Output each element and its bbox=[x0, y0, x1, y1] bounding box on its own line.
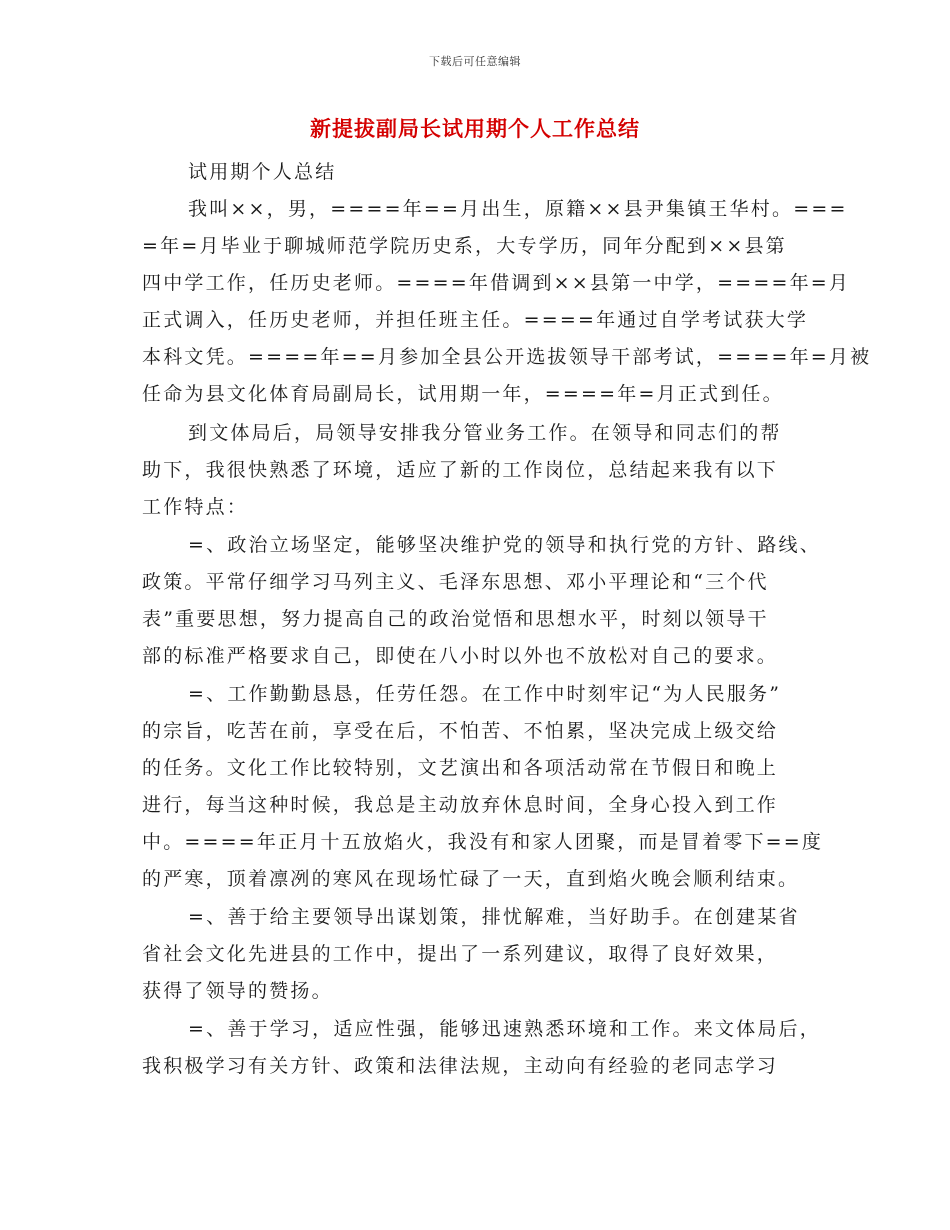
body-line: =、政治立场坚定，能够坚决维护党的领导和执行党的方针、路线、 bbox=[188, 534, 821, 556]
body-line: =年=月毕业于聊城师范学院历史系，大专学历，同年分配到××县第 bbox=[142, 235, 787, 257]
body-line: 助下，我很快熟悉了环境，适应了新的工作岗位，总结起来我有以下 bbox=[142, 459, 779, 481]
body-line: 政策。平常仔细学习马列主义、毛泽东思想、邓小平理论和“三个代 bbox=[142, 571, 769, 593]
body-line: 进行，每当这种时候，我总是主动放弃休息时间，全身心投入到工作 bbox=[142, 794, 779, 816]
body-line: 省社会文化先进县的工作中，提出了一系列建议，取得了良好效果， bbox=[142, 943, 779, 965]
body-line: 中。====年正月十五放焰火，我没有和家人团聚，而是冒着零下==度 bbox=[142, 831, 824, 853]
body-line: 的严寒，顶着凛冽的寒风在现场忙碌了一天，直到焰火晚会顺利结束。 bbox=[142, 868, 800, 890]
body-line: 正式调入，任历史老师，并担任班主任。====年通过自学考试获大学 bbox=[142, 309, 809, 331]
body-line: 任命为县文化体育局副局长，试用期一年，====年=月正式到任。 bbox=[142, 383, 784, 405]
body-line: =、工作勤勤恳恳，任劳任怨。在工作中时刻牢记“为人民服务” bbox=[188, 683, 782, 705]
body-line: 的宗旨，吃苦在前，享受在后，不怕苦、不怕累，坚决完成上级交给 bbox=[142, 720, 779, 742]
body-line: 工作特点： bbox=[142, 496, 249, 518]
body-line: =、善于学习，适应性强，能够迅速熟悉环境和工作。来文体局后， bbox=[188, 1018, 821, 1040]
document-title: 新提拔副局长试用期个人工作总结 bbox=[310, 117, 640, 141]
body-line: 表”重要思想，努力提高自己的政治觉悟和思想水平，时刻以领导干 bbox=[142, 608, 769, 630]
body-line: 到文体局后，局领导安排我分管业务工作。在领导和同志们的帮 bbox=[188, 422, 782, 444]
body-line: 四中学工作，任历史老师。====年借调到××县第一中学，====年=月 bbox=[142, 272, 851, 294]
body-line: 试用期个人总结 bbox=[188, 161, 337, 183]
body-line: 部的标准严格要求自己，即使在八小时以外也不放松对自己的要求。 bbox=[142, 645, 779, 667]
body-line: 获得了领导的赞扬。 bbox=[142, 980, 333, 1002]
body-line: 我叫××，男，====年==月出生，原籍××县尹集镇王华村。=== bbox=[188, 198, 848, 220]
body-line: 我积极学习有关方针、政策和法律法规，主动向有经验的老同志学习 bbox=[142, 1055, 779, 1077]
body-line: 本科文凭。====年==月参加全县公开选拔领导干部考试，====年=月被 bbox=[142, 346, 872, 368]
header-note: 下载后可任意编辑 bbox=[429, 55, 521, 68]
body-line: =、善于给主要领导出谋划策，排忧解难，当好助手。在创建某省 bbox=[188, 906, 800, 928]
body-line: 的任务。文化工作比较特别，文艺演出和各项活动常在节假日和晚上 bbox=[142, 757, 779, 779]
